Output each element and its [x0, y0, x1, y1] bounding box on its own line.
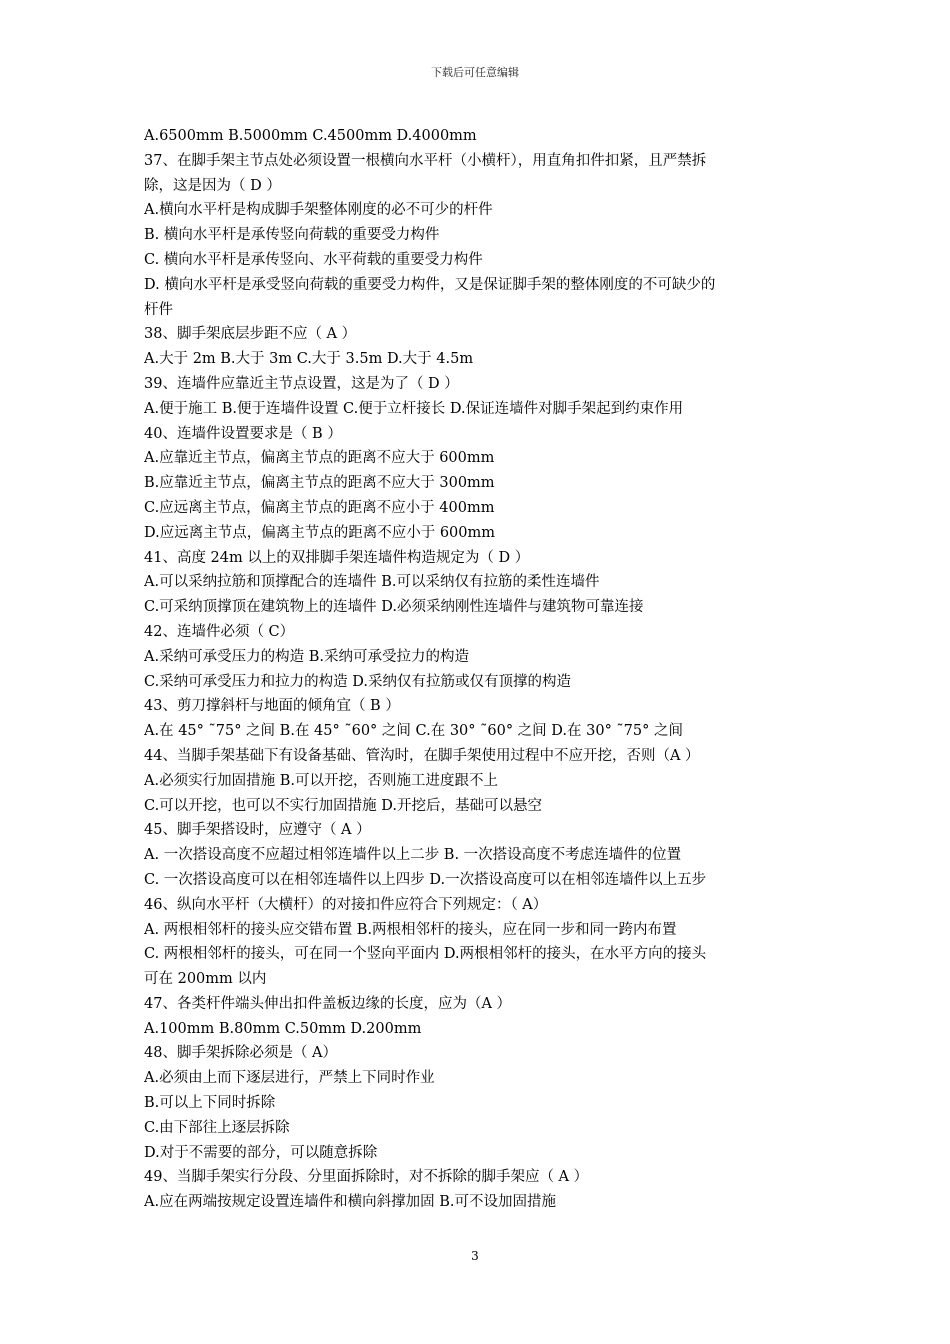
- text-line: 38、脚手架底层步距不应（ A ）: [144, 326, 357, 343]
- text-line: C. 两根相邻杆的接头，可在同一个竖向平面内 D.两根相邻杆的接头，在水平方向的接头: [144, 946, 707, 963]
- text-line: 可在 200mm 以内: [144, 971, 267, 988]
- text-line: 45、脚手架搭设时，应遵守（ A ）: [144, 822, 371, 839]
- text-line: C.由下部往上逐层拆除: [144, 1119, 290, 1136]
- text-line: C.可以开挖，也可以不实行加固措施 D.开挖后，基础可以悬空: [144, 797, 543, 814]
- text-line: 除，这是因为（ D ）: [144, 177, 281, 194]
- text-line: A.100mm B.80mm C.50mm D.200mm: [144, 1020, 422, 1037]
- text-line: A.采纳可承受压力的构造 B.采纳可承受拉力的构造: [144, 648, 469, 665]
- text-line: 杆件: [144, 301, 173, 318]
- text-line: C.采纳可承受压力和拉力的构造 D.采纳仅有拉筋或仅有顶撑的构造: [144, 673, 572, 690]
- text-line: 41、高度 24m 以上的双排脚手架连墙件构造规定为（ D ）: [144, 549, 530, 566]
- text-line: D.应远离主节点，偏离主节点的距离不应小于 600mm: [144, 524, 496, 541]
- text-line: C. 横向水平杆是承传竖向、水平荷载的重要受力构件: [144, 251, 483, 268]
- text-line: 40、连墙件设置要求是（ B ）: [144, 425, 342, 442]
- text-line: B.应靠近主节点，偏离主节点的距离不应大于 300mm: [144, 475, 495, 492]
- text-line: A.大于 2m B.大于 3m C.大于 3.5m D.大于 4.5m: [144, 351, 474, 368]
- text-line: C.应远离主节点，偏离主节点的距离不应小于 400mm: [144, 499, 495, 516]
- text-line: B. 横向水平杆是承传竖向荷载的重要受力构件: [144, 227, 440, 244]
- text-line: 44、当脚手架基础下有设备基础、管沟时，在脚手架使用过程中不应开挖，否则（A ）: [144, 747, 700, 764]
- text-line: 37、在脚手架主节点处必须设置一根横向水平杆（小横杆），用直角扣件扣紧，且严禁拆: [144, 152, 707, 169]
- text-line: A.可以采纳拉筋和顶撑配合的连墙件 B.可以采纳仅有拉筋的柔性连墙件: [144, 574, 600, 591]
- text-line: A.必须由上而下逐层进行，严禁上下同时作业: [144, 1070, 435, 1087]
- document-body: [144, 124, 814, 1215]
- text-line: C. 一次搭设高度可以在相邻连墙件以上四步 D.一次搭设高度可以在相邻连墙件以上五步: [144, 871, 707, 888]
- page-number: 3: [471, 1249, 479, 1263]
- text-line: 43、剪刀撑斜杆与地面的倾角宜（ B ）: [144, 698, 400, 715]
- text-line: A.6500mm B.5000mm C.4500mm D.4000mm: [144, 128, 477, 144]
- text-line: 47、各类杆件端头伸出扣件盖板边缘的长度，应为（A ）: [144, 995, 512, 1012]
- text-line: D.对于不需要的部分，可以随意拆除: [144, 1144, 378, 1161]
- text-line: A.应在两端按规定设置连墙件和横向斜撑加固 B.可不设加固措施: [144, 1194, 556, 1211]
- text-line: 39、连墙件应靠近主节点设置，这是为了（ D ）: [144, 375, 459, 392]
- text-line: A. 两根相邻杆的接头应交错布置 B.两根相邻杆的接头，应在同一步和同一跨内布置: [144, 921, 677, 938]
- text-line: A.应靠近主节点，偏离主节点的距离不应大于 600mm: [144, 450, 495, 467]
- text-line: 49、当脚手架实行分段、分里面拆除时，对不拆除的脚手架应（ A ）: [144, 1169, 589, 1186]
- text-line: A.便于施工 B.便于连墙件设置 C.便于立杆接长 D.保证连墙件对脚手架起到约束作用: [144, 400, 684, 417]
- text-line: 46、纵向水平杆（大横杆）的对接扣件应符合下列规定：（ A）: [144, 896, 548, 913]
- page-header: 下载后可任意编辑: [431, 66, 519, 79]
- text-line: A. 一次搭设高度不应超过相邻连墙件以上二步 B. 一次搭设高度不考虑连墙件的位置: [144, 847, 682, 864]
- text-line: A.必须实行加固措施 B.可以开挖，否则施工进度跟不上: [144, 772, 498, 789]
- text-line: B.可以上下同时拆除: [144, 1095, 276, 1112]
- text-line: A.横向水平杆是构成脚手架整体刚度的必不可少的杆件: [144, 202, 493, 219]
- text-line: C.可采纳顶撑顶在建筑物上的连墙件 D.必须采纳刚性连墙件与建筑物可靠连接: [144, 599, 644, 616]
- text-line: A.在 45° ˜75° 之间 B.在 45° ˜60° 之间 C.在 30° ˜60° 之间 D.在 30° ˜75° 之间: [144, 723, 683, 740]
- text-line: 48、脚手架拆除必须是（ A）: [144, 1045, 338, 1062]
- text-line: 42、连墙件必须（ C）: [144, 623, 295, 640]
- text-line: D. 横向水平杆是承受竖向荷载的重要受力构件，又是保证脚手架的整体刚度的不可缺少的: [144, 276, 716, 293]
